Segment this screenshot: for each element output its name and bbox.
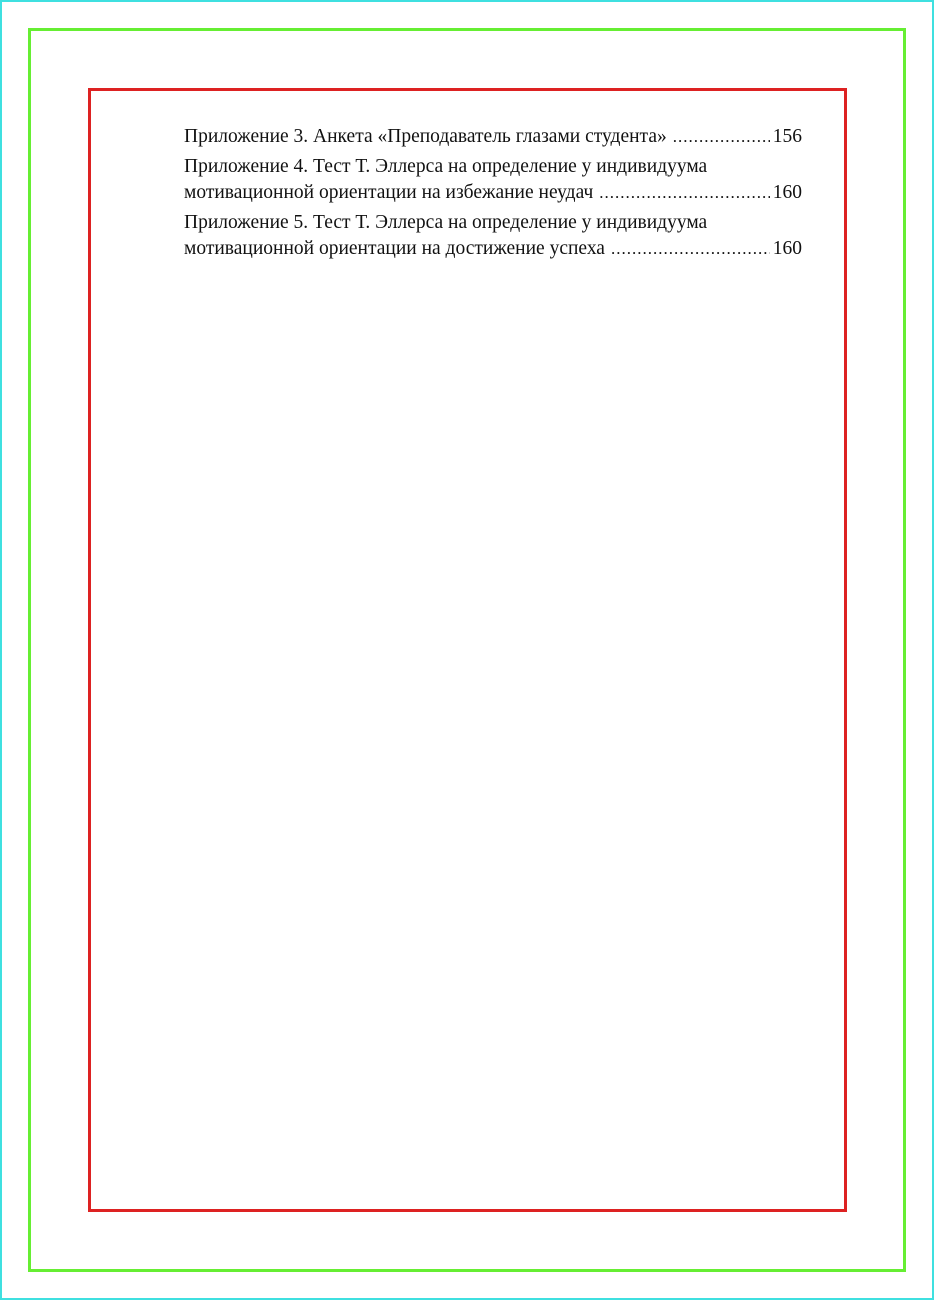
toc-page-number: 156 bbox=[772, 126, 802, 147]
toc-entry-appendix-3[interactable] bbox=[184, 124, 802, 150]
toc-entry-row bbox=[184, 236, 802, 262]
toc-dot-leader bbox=[599, 180, 769, 206]
toc-page-number: 160 bbox=[772, 238, 802, 259]
toc-entry-appendix-5[interactable] bbox=[184, 210, 802, 262]
toc-dot-leader bbox=[611, 236, 770, 262]
toc-entry-title-line: Приложение 5. Тест Т. Эллерса на определение у индивидуума bbox=[184, 212, 708, 233]
toc-dot-leader bbox=[673, 124, 770, 150]
toc-page-number: 160 bbox=[772, 182, 802, 203]
toc-entry-title-line: мотивационной ориентации на достижение успеха bbox=[184, 238, 605, 259]
toc-entry-title-line: Приложение 4. Тест Т. Эллерса на определение у индивидуума bbox=[184, 156, 708, 177]
toc-entry-row bbox=[184, 180, 802, 206]
toc-entry-title-line: мотивационной ориентации на избежание неудач bbox=[184, 182, 594, 203]
table-of-contents bbox=[184, 124, 802, 266]
toc-entry-appendix-4[interactable] bbox=[184, 154, 802, 206]
toc-entry-title: Приложение 3. Анкета «Преподаватель глазами студента» bbox=[184, 126, 667, 147]
toc-entry-row bbox=[184, 124, 802, 150]
